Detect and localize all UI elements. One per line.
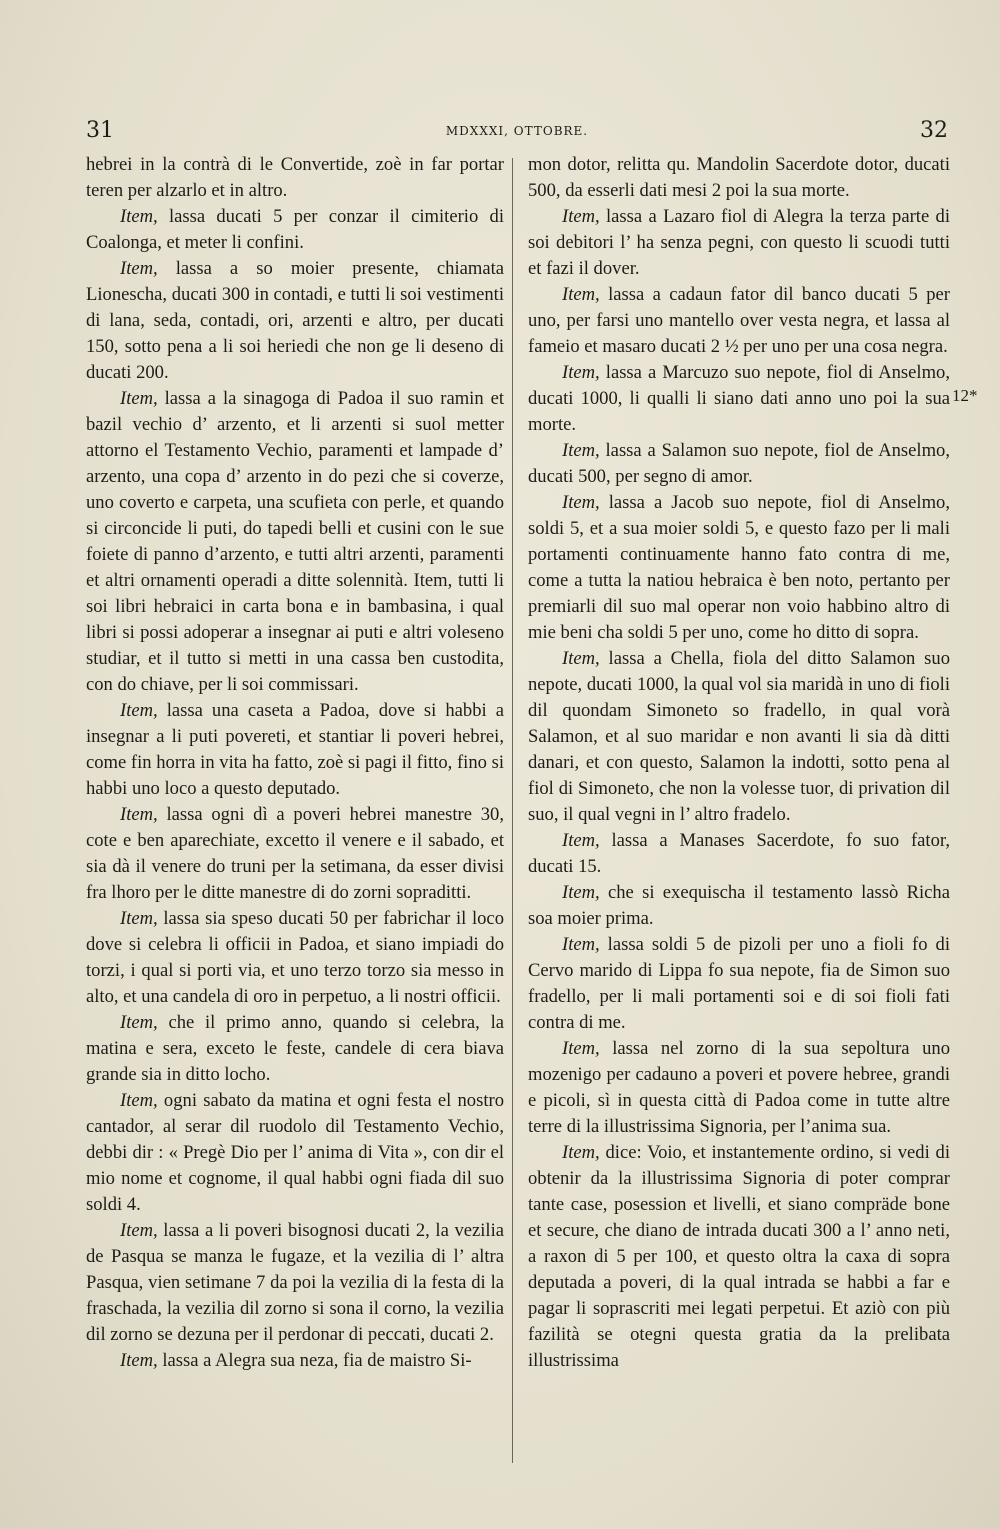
- paragraph: [528, 360, 950, 438]
- paragraph: [528, 880, 950, 932]
- item-label: Item,: [562, 284, 600, 305]
- page-header: [86, 118, 948, 148]
- paragraph: [528, 438, 950, 490]
- item-label: Item,: [562, 492, 600, 513]
- item-label: Item,: [562, 648, 600, 669]
- item-label: Item,: [562, 1038, 600, 1059]
- paragraph-text: che il primo anno, quando si celebra, la matina e sera, exceto le feste, candele di cera biava grande sia in ditto locho.: [86, 1012, 504, 1085]
- column-divider: [512, 158, 513, 1463]
- paragraph: [86, 1218, 504, 1348]
- item-label: Item,: [562, 934, 600, 955]
- paragraph: [528, 646, 950, 828]
- paragraph-text: lassa nel zorno di la sua sepoltura uno mozenigo per cadauno a poveri et povere hebree, grandi e picoli, sì in questa città di Padoa come in tutte altre terre di la illustrissima Signoria, per l’anima sua.: [528, 1038, 950, 1137]
- paragraph-text: lassa a Manases Sacerdote, fo suo fator, ducati 15.: [528, 830, 950, 877]
- paragraph: [86, 698, 504, 802]
- item-label: Item,: [120, 804, 158, 825]
- paragraph: [86, 906, 504, 1010]
- paragraph-text: lassa soldi 5 de pizoli per uno a fioli fo di Cervo marido di Lippa fo sua nepote, fia de Simon suo fradello, per li mali portamenti soi e di soi fioli fati contra di me.: [528, 934, 950, 1033]
- paragraph-text: hebrei in la contrà di le Convertide, zoè in far portar teren per alzarlo et in altro.: [86, 154, 504, 201]
- paragraph-text: dice: Voio, et instantemente ordino, si vedi di obtenir da la illustrissima Signoria di poter comprar tante case, posession et livelli, et siano compräde bone et secure, che diano de intrada ducati 300 a l’ anno neti, a raxon di 5 per 100, et questo oltra la caxa di sopra deputada a poveri, di la qual intrada se habbi a far e pagar li soprascriti mei legati perpetui. Et aziò con più fazilità se otegni questa gratia da la prelibata illustrissima: [528, 1142, 950, 1371]
- paragraph-text: lassa sia speso ducati 50 per fabrichar il loco dove si celebra li officii in Padoa, et siano impiadi do torzi, i qual si porti via, et uno terzo torzo sia messo in alto, et una candela di oro in perpetuo, a li nostri officii.: [86, 908, 504, 1007]
- paragraph-text: lassa a Chella, fiola del ditto Salamon suo nepote, ducati 1000, la qual vol sia maridà in uno di fioli dil quondam Simoneto so fradello, in qual vorà Salamon, et al suo maridar e non avanti li sia dà ditti danari, et con questo, Salamon la indotti, sotto pena al fiol di Simoneto, che non la volesse tuor, di privation dil suo, il qual vegni in l’ altro fradelo.: [528, 648, 950, 825]
- paragraph-text: lassa ducati 5 per conzar il cimiterio di Coalonga, et meter li confini.: [86, 206, 504, 253]
- paragraph-text: lassa a Jacob suo nepote, fiol di Anselmo, soldi 5, et a sua moier soldi 5, e questo fazo per li mali portamenti continuamente hanno fato contra di me, come a tutta la natiou hebraica è ben noto, pertanto per premiarli dil suo mal operar non voio habbino altro di mie beni cha soldi 5 per uno, come ho ditto di sopra.: [528, 492, 950, 643]
- paragraph-text: lassa a la sinagoga di Padoa il suo ramin et bazil vechio d’ arzento, et li arzenti si suol metter attorno el Testamento Vechio, paramenti et lampade d’ arzento, una copa d’ arzento in do pezi che si coverze, uno coverto e carpeta, una scufieta con perle, et quando si circoncide li puti, do tapedi belli et cusini con le sue foiete di panno d’arzento, e tutti altri arzenti, paramenti et altri ornamenti operadi a ditte solennità. Item, tutti li soi libri hebraici in carta bona e in bambasina, i qual libri si possi adoperar a insegnar ai puti e altri voleseno studiar, et il tutto si metti in una cassa ben custodita, con do chiave, per li soi commissari.: [86, 388, 504, 695]
- paragraph: [86, 802, 504, 906]
- item-label: Item,: [120, 388, 158, 409]
- paragraph: [86, 1348, 504, 1374]
- paragraph: [528, 282, 950, 360]
- paragraph: [86, 152, 504, 204]
- item-label: Item,: [562, 830, 600, 851]
- paragraph: [528, 152, 950, 204]
- paragraph: [86, 1088, 504, 1218]
- item-label: Item,: [562, 440, 600, 461]
- paragraph: [528, 932, 950, 1036]
- paragraph: [86, 256, 504, 386]
- paragraph-text: lassa una caseta a Padoa, dove si habbi a insegnar a li puti povereti, et stantiar li poveri hebrei, come fin horra in vita ha fatto, zoè si pagi il fitto, fino si habbi uno loco a questo deputado.: [86, 700, 504, 799]
- item-label: Item,: [120, 1012, 158, 1033]
- paragraph-text: lassa a so moier presente, chiamata Lionescha, ducati 300 in contadi, e tutti li soi vestimenti di lana, seda, contadi, ori, arzenti e altro, per ducati 150, sotto pena a li soi heriedi che non ge li deseno di ducati 200.: [86, 258, 504, 383]
- paragraph-text: lassa a Alegra sua neza, fia de maistro Si-: [157, 1350, 472, 1371]
- paragraph: [528, 1036, 950, 1140]
- item-label: Item,: [120, 700, 158, 721]
- paragraph-text: che si exequischa il testamento lassò Richa soa moier prima.: [528, 882, 950, 929]
- item-label: Item,: [120, 1350, 158, 1371]
- paragraph: [86, 1010, 504, 1088]
- item-label: Item,: [120, 1090, 158, 1111]
- paragraph-text: lassa a li poveri bisognosi ducati 2, la vezilia de Pasqua se manza le fugaze, et la vezilia di l’ altra Pasqua, vien setimane 7 da poi la vezilia di la festa di la fraschada, la vezilia dil zorno si sona il corno, la vezilia dil zorno se dezuna per il perdonar di peccati, ducati 2.: [86, 1220, 504, 1345]
- margin-note: 12*: [952, 386, 978, 405]
- item-label: Item,: [120, 908, 158, 929]
- item-label: Item,: [120, 206, 158, 227]
- paragraph-text: mon dotor, relitta qu. Mandolin Sacerdote dotor, ducati 500, da esserli dati mesi 2 poi la sua morte.: [528, 154, 950, 201]
- paragraph-text: lassa a cadaun fator dil banco ducati 5 per uno, per farsi uno mantello over vesta negra, et lassa al fameio et masaro ducati 2 ½ per uno per una cosa negra.: [528, 284, 950, 357]
- paragraph-text: lassa a Marcuzo suo nepote, fiol di Anselmo, ducati 1000, li qualli li siano dati anno uno poi la sua morte.: [528, 362, 950, 435]
- running-head: MDXXXI, OTTOBRE.: [445, 124, 589, 138]
- paragraph: [528, 1140, 950, 1374]
- item-label: Item,: [120, 1220, 158, 1241]
- page-number-left: 31: [86, 118, 114, 143]
- paragraph-text: lassa a Lazaro fiol di Alegra la terza parte di soi debitori l’ ha senza pegni, con questo li scuodi tutti et fazi il dover.: [528, 206, 950, 279]
- page-number-right: 32: [920, 118, 948, 143]
- paragraph-text: ogni sabato da matina et ogni festa el nostro cantador, al serar dil ruodolo dil Testamento Vechio, debbi dir : « Pregè Dio per l’ anima di Vita », con dir el mio nome et cognome, il qual habbi ogni fiada dil suo soldi 4.: [86, 1090, 504, 1215]
- item-label: Item,: [120, 258, 158, 279]
- paragraph: [86, 204, 504, 256]
- paragraph: [528, 204, 950, 282]
- paragraph: [86, 386, 504, 698]
- paragraph: [528, 490, 950, 646]
- item-label: Item,: [562, 362, 600, 383]
- paragraph-text: lassa ogni dì a poveri hebrei manestre 30, cote e ben aparechiate, excetto il venere e il sabado, et sia dà il venere do truni per la setimana, da esser divisi fra lhoro per le ditte manestre di do zorni sopraditti.: [86, 804, 504, 903]
- item-label: Item,: [562, 206, 600, 227]
- paragraph-text: lassa a Salamon suo nepote, fiol de Anselmo, ducati 500, per segno di amor.: [528, 440, 950, 487]
- item-label: Item,: [562, 882, 600, 903]
- right-column: [528, 152, 950, 1374]
- left-column: [86, 152, 504, 1374]
- item-label: Item,: [562, 1142, 600, 1163]
- paragraph: [528, 828, 950, 880]
